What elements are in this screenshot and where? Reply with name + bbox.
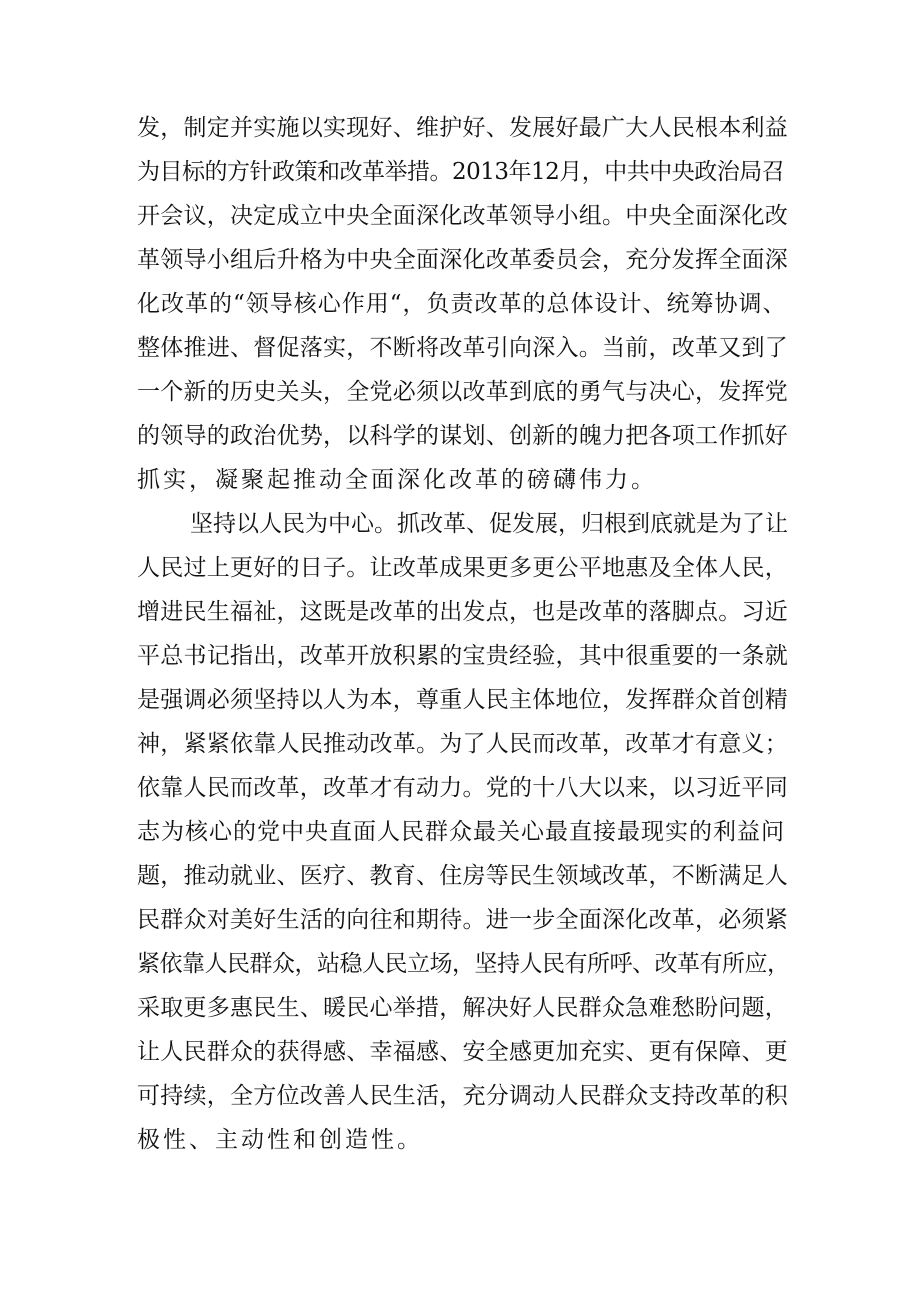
text-line: 采取更多惠民生、暖民心举措，解决好人民群众急难愁盼问题， <box>137 995 788 1021</box>
text-line: 让人民群众的获得感、幸福感、安全感更加充实、更有保障、更 <box>137 1039 788 1065</box>
text-line: 整体推进、督促落实，不断将改革引向深入。当前，改革又到了 <box>137 335 788 361</box>
text-line: 题，推动就业、医疗、教育、住房等民生领域改革，不断满足人 <box>137 863 788 889</box>
text-line: 开会议，决定成立中央全面深化改革领导小组。中央全面深化改 <box>137 203 788 229</box>
text-line: 化改革的“领导核心作用“，负责改革的总体设计、统筹协调、 <box>137 291 787 317</box>
text-line: 发，制定并实施以实现好、维护好、发展好最广大人民根本利益 <box>137 115 788 141</box>
text-line: 平总书记指出，改革开放积累的宝贵经验，其中很重要的一条就 <box>137 643 788 669</box>
text-line: 人民过上更好的日子。让改革成果更多更公平地惠及全体人民， <box>137 555 788 581</box>
text-line: 神，紧紧依靠人民推动改革。为了人民而改革，改革才有意义； <box>137 731 788 757</box>
text-line: 极性、主动性和创造性。 <box>137 1127 423 1153</box>
text-line: 紧依靠人民群众，站稳人民立场，坚持人民有所呼、改革有所应， <box>137 951 790 977</box>
text-line: 志为核心的党中央直面人民群众最关心最直接最现实的利益问 <box>137 819 785 845</box>
paragraph-first-line: 坚持以人民为中心。抓改革、促发展，归根到底就是为了让 <box>190 511 788 537</box>
text-line: 可持续，全方位改善人民生活，充分调动人民群众支持改革的积 <box>137 1083 788 1109</box>
text-line: 民群众对美好生活的向往和期待。进一步全面深化改革，必须紧 <box>137 907 788 933</box>
text-line: 增进民生福祉，这既是改革的出发点，也是改革的落脚点。习近 <box>137 599 788 625</box>
text-line: 抓实，凝聚起推动全面深化改革的磅礴伟力。 <box>137 467 657 493</box>
text-line: 的领导的政治优势，以科学的谋划、创新的魄力把各项工作抓好 <box>137 423 788 449</box>
text-line: 革领导小组后升格为中央全面深化改革委员会，充分发挥全面深 <box>137 247 788 273</box>
text-line: 一个新的历史关头，全党必须以改革到底的勇气与决心，发挥党 <box>137 379 788 405</box>
text-line: 为目标的方针政策和改革举措。2013年12月，中共中央政治局召 <box>137 159 785 185</box>
text-line: 是强调必须坚持以人为本，尊重人民主体地位，发挥群众首创精 <box>137 687 788 713</box>
text-line: 依靠人民而改革，改革才有动力。党的十八大以来，以习近平同 <box>137 775 788 801</box>
